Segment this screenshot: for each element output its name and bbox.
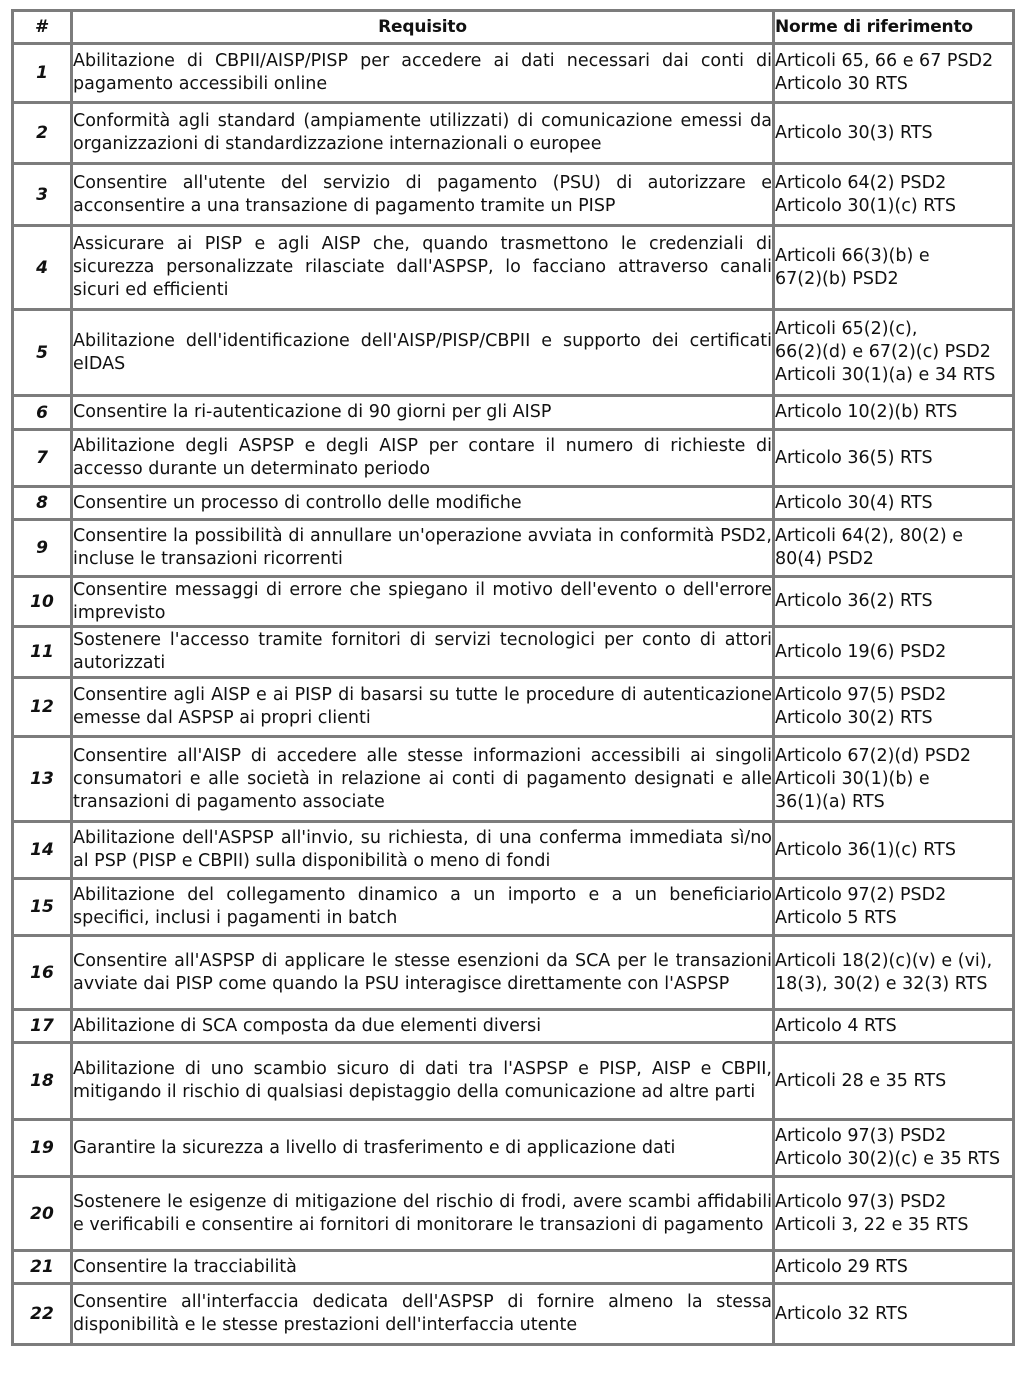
row-number: 18 [13,1043,72,1120]
table-row [13,822,1014,879]
reference-cell [774,879,1014,936]
row-number: 7 [13,430,72,487]
reference-cell [774,1284,1014,1345]
reference-cell [774,520,1014,577]
reference-line: Articolo 97(5) PSD2 [775,685,947,705]
reference-line: Articolo 4 RTS [775,1015,897,1036]
requirement-text: Abilitazione di SCA composta da due elementi diversi [72,1010,774,1043]
reference-line: Articolo 30(2) RTS [775,708,933,728]
row-number: 6 [13,396,72,430]
requirement-text: Abilitazione dell'identificazione dell'AISP/PISP/CBPII e supporto dei certificati eIDAS [72,310,774,396]
table-row [13,1284,1014,1345]
reference-line: Articolo 10(2)(b) RTS [775,402,958,422]
requirement-text: Consentire all'utente del servizio di pagamento (PSU) di autorizzare e acconsentire a una transazione di pagamento tramite un PISP [72,164,774,226]
row-number: 13 [13,737,72,822]
requirement-text: Abilitazione di CBPII/AISP/PISP per accedere ai dati necessari dai conti di pagamento accessibili online [72,44,774,103]
reference-line: Articolo 29 RTS [775,1256,908,1277]
requirements-table [11,9,1015,1346]
reference-cell [774,1010,1014,1043]
reference-line: Articolo 30 RTS [775,74,908,94]
table-row [13,1010,1014,1043]
table-row [13,1120,1014,1177]
requirement-text: Consentire agli AISP e ai PISP di basarsi su tutte le procedure di autenticazione emesse dal ASPSP ai propri clienti [72,678,774,737]
requirement-text: Consentire messaggi di errore che spiegano il motivo dell'evento o dell'errore imprevisto [72,577,774,627]
row-number: 10 [13,577,72,627]
reference-line: Articolo 64(2) PSD2 [775,172,947,193]
reference-line: Articolo 30(4) RTS [775,492,933,513]
reference-cell [774,822,1014,879]
reference-cell [774,1043,1014,1120]
table-row [13,103,1014,164]
table-row [13,879,1014,936]
reference-line: Articoli 30(1)(a) e 34 RTS [775,365,996,385]
requirement-text: Abilitazione del collegamento dinamico a un importo e a un beneficiario specifici, inclusi i pagamenti in batch [72,879,774,936]
row-number: 5 [13,310,72,396]
reference-cell [774,310,1014,396]
reference-line: Articolo 30(2)(c) e 35 RTS [775,1149,1001,1169]
requirement-text: Assicurare ai PISP e agli AISP che, quando trasmettono le credenziali di sicurezza personalizzate rilasciate dall'ASPSP, lo facciano attraverso canali sicuri ed efficienti [72,226,774,310]
table-row [13,44,1014,103]
reference-line: Articoli 66(3)(b) e [775,245,930,266]
reference-cell [774,936,1014,1010]
row-number: 15 [13,879,72,936]
reference-line: Articoli 65, 66 e 67 PSD2 [775,51,994,71]
row-number: 19 [13,1120,72,1177]
table-row [13,520,1014,577]
requirement-text: Abilitazione degli ASPSP e degli AISP per contare il numero di richieste di accesso durante un determinato periodo [72,430,774,487]
reference-line: Articoli 65(2)(c), [775,319,918,339]
reference-line: 18(3), 30(2) e 32(3) RTS [775,973,988,994]
reference-line: Articolo 5 RTS [775,908,897,928]
reference-line: Articolo 67(2)(d) PSD2 [775,745,972,766]
table-row [13,678,1014,737]
table-row [13,737,1014,822]
requirement-text: Sostenere le esigenze di mitigazione del rischio di frodi, avere scambi affidabili e verificabili e consentire ai fornitori di monitorare le transazioni di pagamento [72,1177,774,1251]
reference-cell [774,487,1014,520]
table-row [13,487,1014,520]
reference-cell [774,44,1014,103]
reference-line: Articolo 32 RTS [775,1303,908,1324]
reference-line: Articolo 97(3) PSD2 [775,1126,947,1146]
row-number: 20 [13,1177,72,1251]
reference-cell [774,226,1014,310]
reference-line: Articoli 30(1)(b) e [775,768,930,789]
requirement-text: Consentire la ri-autenticazione di 90 giorni per gli AISP [72,396,774,430]
table-row [13,577,1014,627]
table-row [13,430,1014,487]
table-row [13,310,1014,396]
reference-cell [774,678,1014,737]
requirement-text: Conformità agli standard (ampiamente utilizzati) di comunicazione emessi da organizzazioni di standardizzazione internazionali o europee [72,103,774,164]
reference-cell [774,1120,1014,1177]
reference-line: Articolo 36(1)(c) RTS [775,839,956,860]
row-number: 14 [13,822,72,879]
row-number: 9 [13,520,72,577]
reference-cell [774,1177,1014,1251]
reference-cell [774,737,1014,822]
table-row [13,164,1014,226]
table-row [13,1177,1014,1251]
requirement-text: Consentire all'ASPSP di applicare le stesse esenzioni da SCA per le transazioni avviate dai PISP come quando la PSU interagisce direttamente con l'ASPSP [72,936,774,1010]
table-row [13,936,1014,1010]
reference-line: 36(1)(a) RTS [775,791,885,812]
reference-line: Articolo 19(6) PSD2 [775,641,947,662]
requirement-text: Consentire all'interfaccia dedicata dell'ASPSP di fornire almeno la stessa disponibilità e le stesse prestazioni dell'interfaccia utente [72,1284,774,1345]
reference-cell [774,103,1014,164]
row-number: 8 [13,487,72,520]
reference-line: 67(2)(b) PSD2 [775,268,899,289]
reference-line: Articoli 28 e 35 RTS [775,1070,947,1091]
reference-cell [774,430,1014,487]
requirement-text: Garantire la sicurezza a livello di trasferimento e di applicazione dati [72,1120,774,1177]
requirement-text: Abilitazione di uno scambio sicuro di dati tra l'ASPSP e PISP, AISP e CBPII, mitigando il rischio di qualsiasi depistaggio della comunicazione ad altre parti [72,1043,774,1120]
header-references: Norme di riferimento [774,11,1014,44]
requirement-text: Abilitazione dell'ASPSP all'invio, su richiesta, di una conferma immediata sì/no al PSP (PISP e CBPII) sulla disponibilità o meno di fondi [72,822,774,879]
reference-line: Articoli 64(2), 80(2) e [775,526,964,546]
reference-line: Articolo 97(3) PSD2 [775,1191,947,1212]
reference-line: 80(4) PSD2 [775,549,874,569]
requirement-text: Sostenere l'accesso tramite fornitori di servizi tecnologici per conto di attori autorizzati [72,627,774,678]
reference-line: Articolo 30(1)(c) RTS [775,195,956,216]
reference-cell [774,164,1014,226]
row-number: 17 [13,1010,72,1043]
reference-cell [774,1251,1014,1284]
row-number: 2 [13,103,72,164]
table-row [13,1043,1014,1120]
header-requirement: Requisito [72,11,774,44]
row-number: 3 [13,164,72,226]
row-number: 22 [13,1284,72,1345]
reference-cell [774,627,1014,678]
table-row [13,627,1014,678]
reference-line: Articoli 18(2)(c)(v) e (vi), [775,950,993,971]
header-number: # [13,11,72,44]
header-row [13,11,1014,44]
requirement-text: Consentire all'AISP di accedere alle stesse informazioni accessibili ai singoli consumatori e alle società in relazione ai conti di pagamento designati e alle transazioni di pagamento associate [72,737,774,822]
reference-line: Articolo 36(2) RTS [775,591,933,611]
reference-line: Articoli 3, 22 e 35 RTS [775,1214,969,1235]
table-row [13,1251,1014,1284]
row-number: 11 [13,627,72,678]
requirement-text: Consentire la possibilità di annullare un'operazione avviata in conformità PSD2, incluse le transazioni ricorrenti [72,520,774,577]
row-number: 21 [13,1251,72,1284]
reference-line: Articolo 30(3) RTS [775,122,933,143]
reference-line: Articolo 97(2) PSD2 [775,885,947,905]
row-number: 16 [13,936,72,1010]
reference-line: Articolo 36(5) RTS [775,447,933,468]
row-number: 1 [13,44,72,103]
reference-cell [774,577,1014,627]
table-row [13,396,1014,430]
table-row [13,226,1014,310]
requirement-text: Consentire la tracciabilità [72,1251,774,1284]
row-number: 12 [13,678,72,737]
requirement-text: Consentire un processo di controllo delle modifiche [72,487,774,520]
reference-cell [774,396,1014,430]
reference-line: 66(2)(d) e 67(2)(c) PSD2 [775,342,991,362]
row-number: 4 [13,226,72,310]
